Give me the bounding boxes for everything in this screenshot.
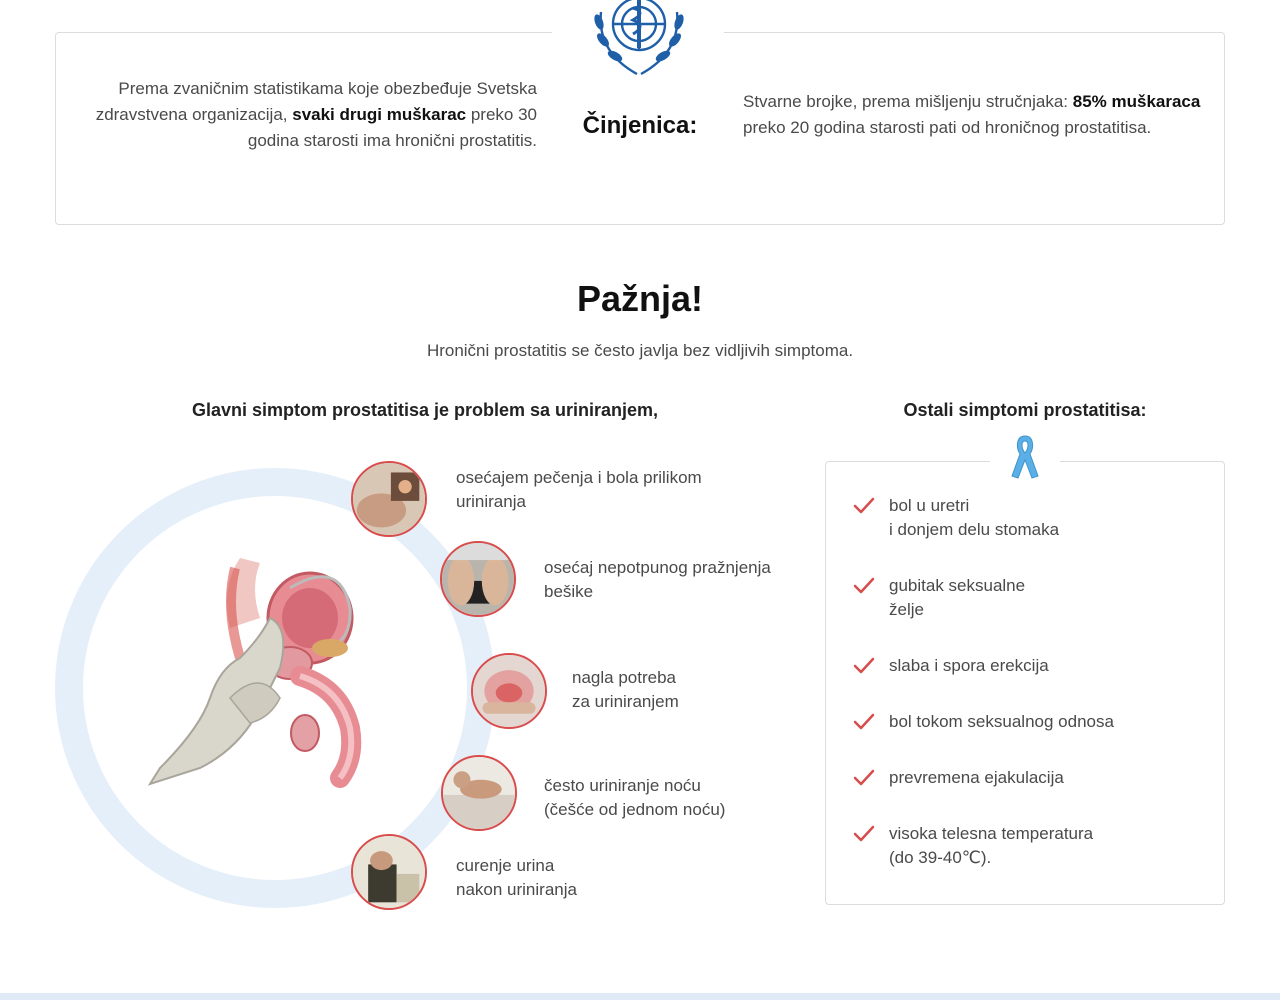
main-symptom-3: nagla potreba za uriniranjem (572, 668, 679, 711)
symptom-photo-2 (440, 541, 516, 617)
symptom-photo-1 (351, 461, 427, 537)
who-logo-icon (587, 0, 691, 82)
check-icon (853, 712, 875, 732)
main-symptom-5: curenje urina nakon uriniranja (456, 856, 577, 899)
symptom-photo-5 (351, 834, 427, 910)
other-symptom-text: visoka telesna temperatura (do 39-40℃). (889, 824, 1094, 867)
awareness-ribbon-icon (1008, 434, 1042, 480)
other-symptom-text: bol tokom seksualnog odnosa (889, 712, 1114, 731)
main-symptom-2: osećaj nepotpunog pražnjenja bešike (544, 558, 771, 601)
symptom-photo-3 (471, 653, 547, 729)
main-symptoms-heading: Glavni simptom prostatitisa je problem sa uriniranjem, (191, 400, 659, 420)
check-icon (853, 768, 875, 788)
prostate-exam-illustration (140, 548, 380, 798)
check-icon (853, 496, 875, 516)
main-symptom-1: osećajem pečenja i bola prilikom uriniranja (456, 468, 702, 511)
other-symptom-text: slaba i spora erekcija (889, 656, 1049, 675)
check-icon (853, 656, 875, 676)
other-symptoms-heading: Ostali simptomi prostatitisa: (903, 400, 1147, 420)
other-symptom-text: gubitak seksualne želje (889, 576, 1026, 619)
attention-title: Pažnja! (576, 278, 704, 319)
other-symptom-text: bol u uretri i donjem delu stomaka (889, 496, 1060, 539)
fact-right-text: Stvarne brojke, prema mišljenju stručnjaka: 85% muškaraca preko 20 godina starosti pati od hroničnog prostatitisa. (743, 92, 1201, 137)
next-section-edge (0, 993, 1280, 1000)
symptom-photo-4 (441, 755, 517, 831)
check-icon (853, 576, 875, 596)
main-symptom-4: često uriniranje noću (češće od jednom noću) (544, 776, 726, 819)
other-symptom-text: prevremena ejakulacija (889, 768, 1064, 787)
fact-title: Činjenica: (582, 112, 698, 139)
fact-left-text: Prema zvaničnim statistikama koje obezbeđuje Svetska zdravstvena organizacija, svaki drugi muškarac preko 30 godina starosti ima hronični prostatitis. (95, 79, 537, 150)
attention-subtitle: Hronični prostatitis se često javlja bez vidljivih simptoma. (426, 341, 854, 360)
check-icon (853, 824, 875, 844)
